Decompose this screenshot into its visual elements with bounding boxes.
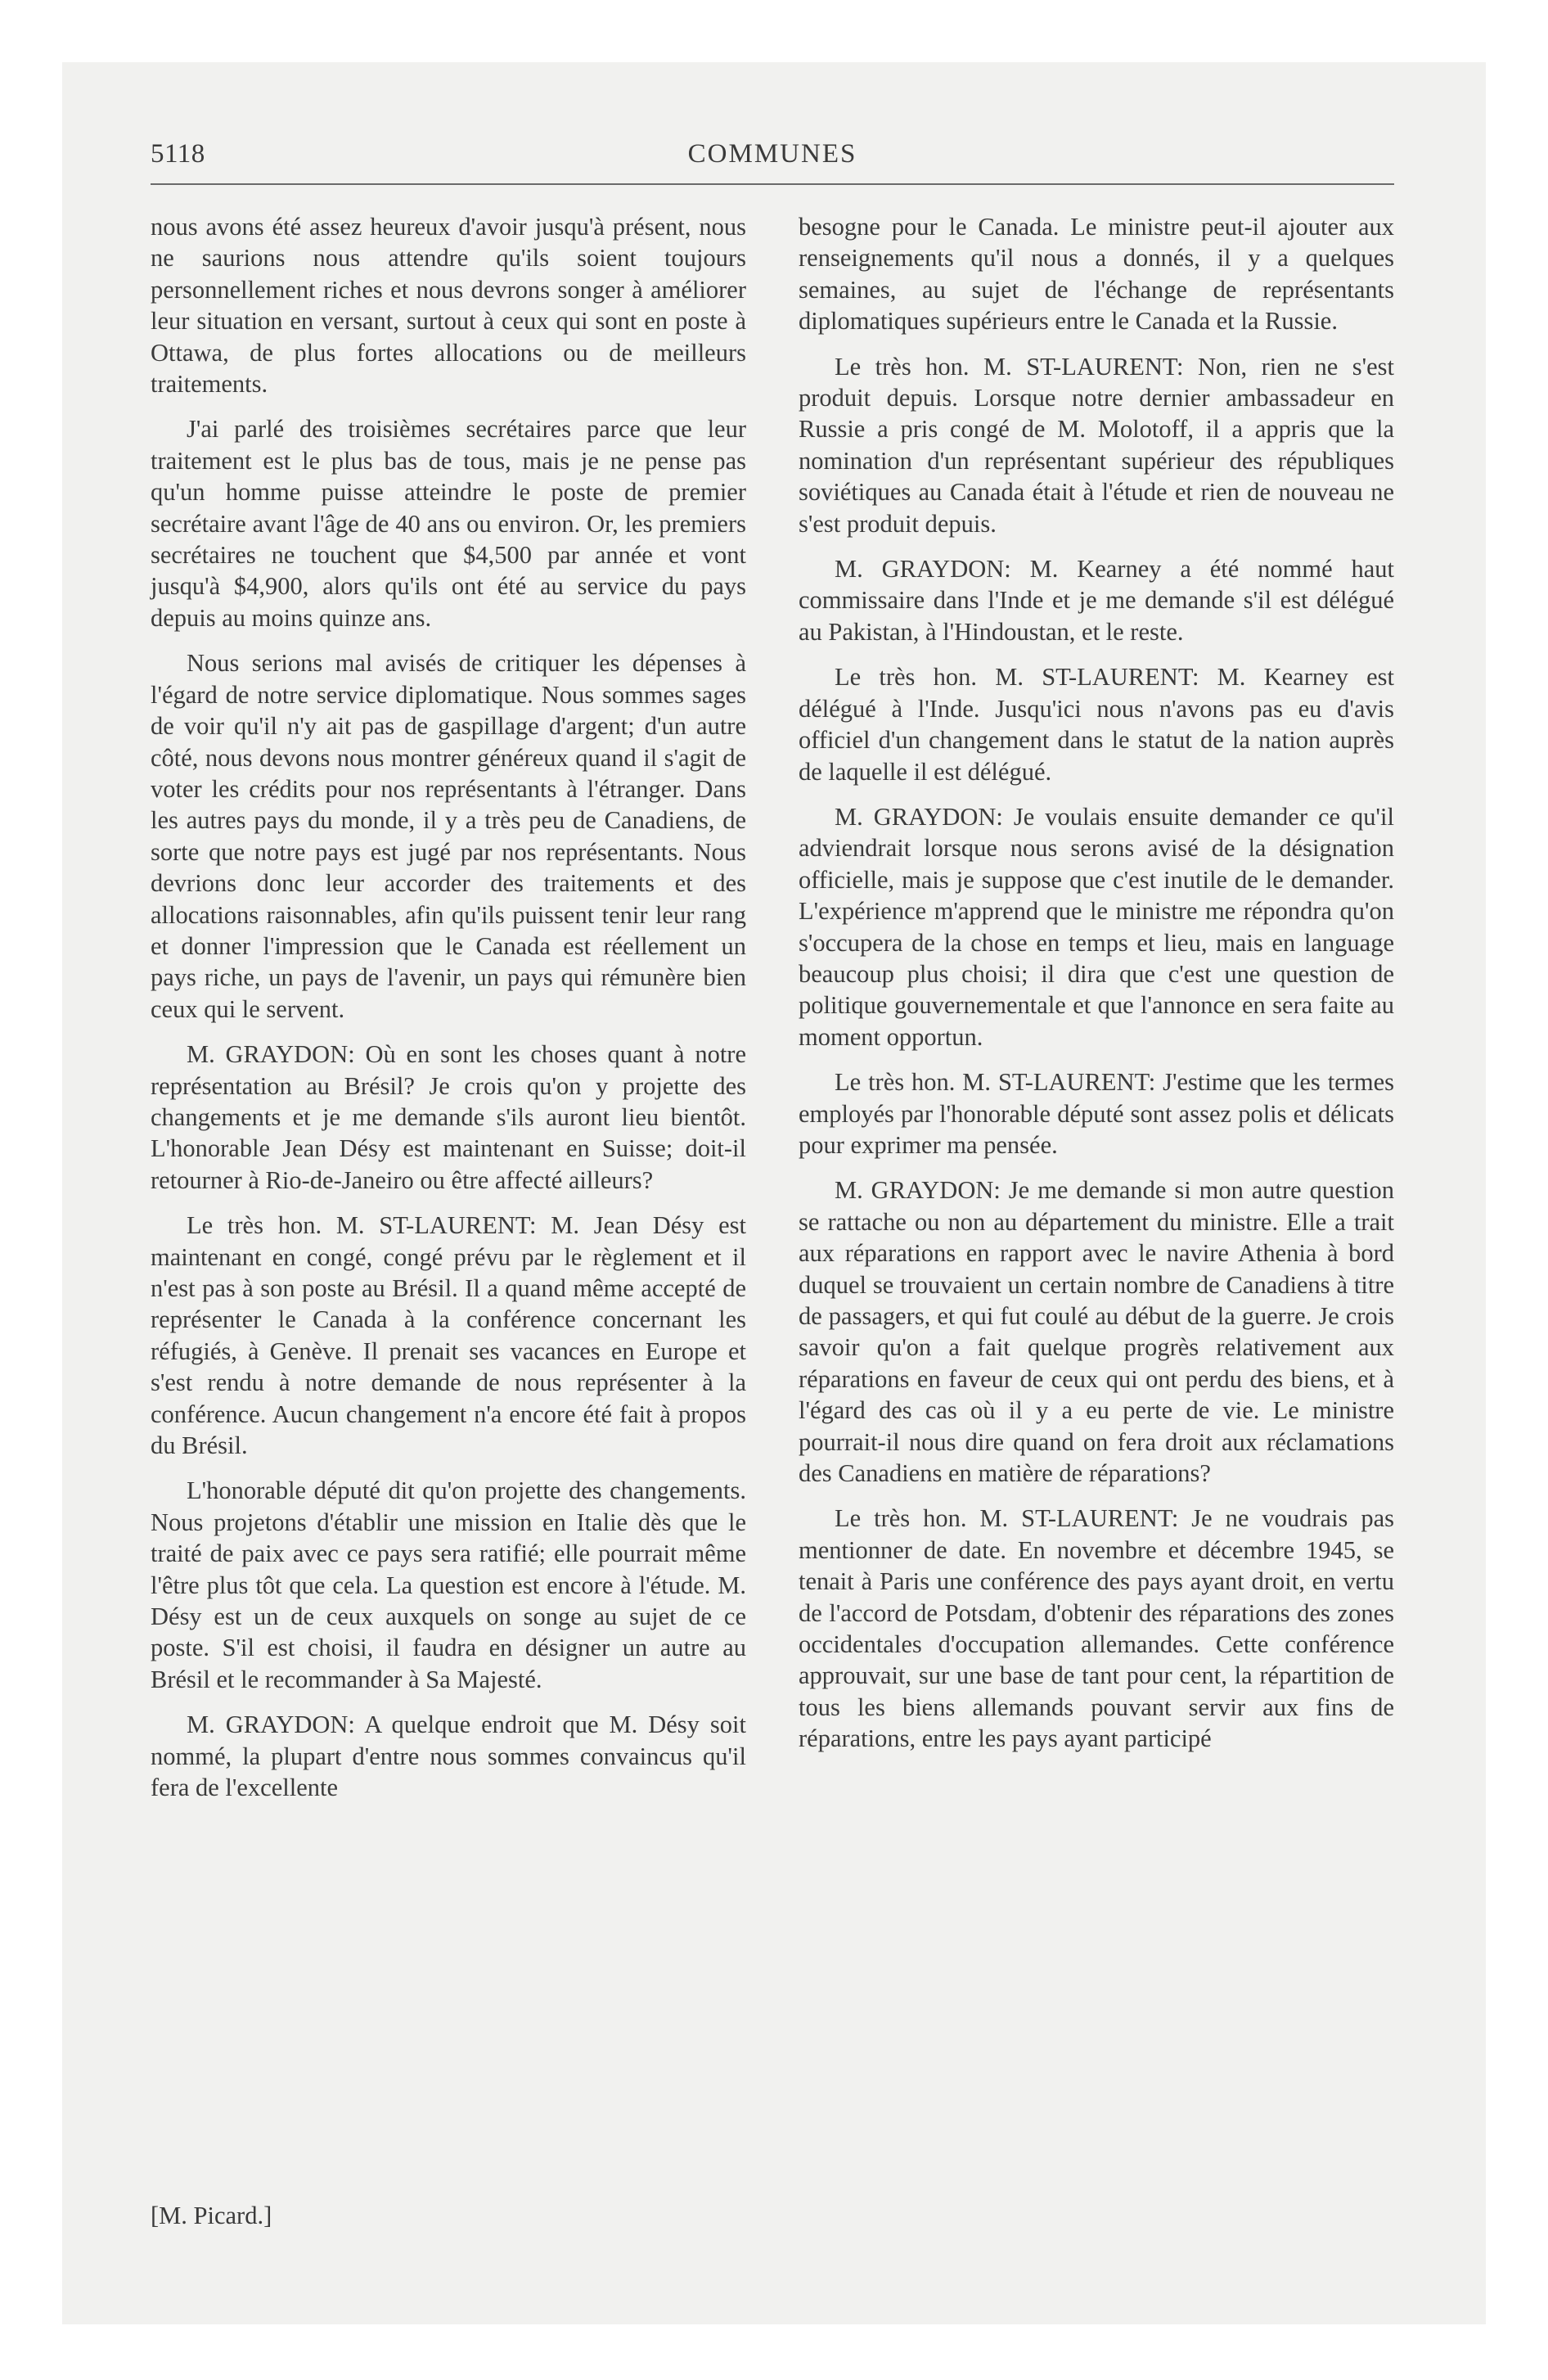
- paragraph: Le très hon. M. ST-LAURENT: Non, rien ne s'est produit depuis. Lorsque notre dernier ambassadeur en Russie a pris congé de M. Molotoff, il a appris que la nomination d'un représentant supérieur des républiques soviétiques au Canada était à l'étude et rien de nouveau ne s'est produit depuis.: [799, 352, 1394, 538]
- page-header: [151, 137, 1394, 185]
- right-column: [799, 211, 1394, 1769]
- paragraph: M. GRAYDON: Je me demande si mon autre question se rattache ou non au département du ministre. Elle a trait aux réparations en rapport avec le navire Athenia à bord duquel se trouvaient un certain nombre de Canadiens à titre de passagers, et qui fut coulé au début de la guerre. Je crois savoir qu'on a fait quelque progrès relativement aux réparations en faveur de ceux qui ont perdu des biens, et à l'égard des cas où il y a eu perte de vie. Le ministre pourrait-il nous dire quand on fera droit aux réclamations des Canadiens en matière de réparations?: [799, 1176, 1394, 1488]
- speaker-attribution: [M. Picard.]: [151, 2202, 272, 2229]
- running-title: COMMUNES: [687, 139, 857, 169]
- paragraph: M. GRAYDON: M. Kearney a été nommé haut commissaire dans l'Inde et je me demande s'il est délégué au Pakistan, à l'Hindoustan, et le reste.: [799, 555, 1394, 646]
- paragraph: M. GRAYDON: A quelque endroit que M. Désy soit nommé, la plupart d'entre nous sommes convaincus qu'il fera de l'excellente: [151, 1711, 746, 1802]
- page-number: 5118: [151, 139, 205, 169]
- paragraph: nous avons été assez heureux d'avoir jusqu'à présent, nous ne saurions nous attendre qu'ils soient toujours personnellement riches et nous devrons songer à améliorer leur situation en versant, surtout à ceux qui sont en poste à Ottawa, de plus fortes allocations ou de meilleurs traitements.: [151, 213, 746, 399]
- paragraph: L'honorable député dit qu'on projette des changements. Nous projetons d'établir une mission en Italie dès que le traité de paix avec ce pays sera ratifié; elle pourrait même l'être plus tôt que cela. La question est encore à l'étude. M. Désy est un de ceux auxquels on songe au sujet de ce poste. S'il est choisi, il faudra en désigner un autre au Brésil et le recommander à Sa Majesté.: [151, 1476, 746, 1693]
- paragraph: Le très hon. M. ST-LAURENT: M. Kearney est délégué à l'Inde. Jusqu'ici nous n'avons pas eu d'avis officiel d'un changement dans le statut de la nation auprès de laquelle il est délégué.: [799, 663, 1394, 786]
- paragraph: Le très hon. M. ST-LAURENT: Je ne voudrais pas mentionner de date. En novembre et décembre 1945, se tenait à Paris une conférence des pays ayant droit, en vertu de l'accord de Potsdam, d'obtenir des réparations des zones occidentales d'occupation allemandes. Cette conférence approuvait, sur une base de tant pour cent, la répartition de tous les biens allemands pouvant servir aux fins de réparations, entre les pays ayant participé: [799, 1504, 1394, 1753]
- left-column: [151, 211, 746, 1818]
- paragraph: Nous serions mal avisés de critiquer les dépenses à l'égard de notre service diplomatique. Nous sommes sages de voir qu'il n'y ait pas de gaspillage d'argent; d'un autre côté, nous devons nous montrer généreux quand il s'agit de voter les crédits pour nos représentants à l'étranger. Dans les autres pays du monde, il y a très peu de Canadiens, de sorte que notre pays est jugé par nos représentants. Nous devrions donc leur accorder des traitements et des allocations raisonnables, afin qu'ils puissent tenir leur rang et donner l'impression que le Canada est réellement un pays riche, un pays de l'avenir, un pays qui rémunère bien ceux qui le servent.: [151, 649, 746, 1023]
- paragraph: besogne pour le Canada. Le ministre peut-il ajouter aux renseignements qu'il nous a donnés, il y a quelques semaines, au sujet de l'échange de représentants diplomatiques supérieurs entre le Canada et la Russie.: [799, 213, 1394, 336]
- paragraph: J'ai parlé des troisièmes secrétaires parce que leur traitement est le plus bas de tous, mais je ne pense pas qu'un homme puisse atteindre le poste de premier secrétaire avant l'âge de 40 ans ou environ. Or, les premiers secrétaires ne touchent que $4,500 par année et vont jusqu'à $4,900, alors qu'ils ont été au service du pays depuis au moins quinze ans.: [151, 415, 746, 632]
- paragraph: M. GRAYDON: Où en sont les choses quant à notre représentation au Brésil? Je crois qu'on y projette des changements et je me demande s'ils auront lieu bientôt. L'honorable Jean Désy est maintenant en Suisse; doit-il retourner à Rio-de-Janeiro ou être affecté ailleurs?: [151, 1040, 746, 1194]
- paragraph: Le très hon. M. ST-LAURENT: J'estime que les termes employés par l'honorable député sont assez polis et délicats pour exprimer ma pensée.: [799, 1068, 1394, 1159]
- paragraph: Le très hon. M. ST-LAURENT: M. Jean Désy est maintenant en congé, congé prévu par le règlement et il n'est pas à son poste au Brésil. Il a quand même accepté de représenter le Canada à la conférence concernant les réfugiés, à Genève. Il prenait ses vacances en Europe et s'est rendu à notre demande de nous représenter à la conférence. Aucun changement n'a encore été fait à propos du Brésil.: [151, 1211, 746, 1460]
- paragraph: M. GRAYDON: Je voulais ensuite demander ce qu'il adviendrait lorsque nous serons avisé de la désignation officielle, mais je suppose que c'est inutile de le demander. L'expérience m'apprend que le ministre me répondra qu'on s'occupera de la chose en temps et lieu, mais en language beaucoup plus choisi; il dira que c'est une question de politique gouvernementale et que l'annonce en sera faite au moment opportun.: [799, 802, 1394, 1051]
